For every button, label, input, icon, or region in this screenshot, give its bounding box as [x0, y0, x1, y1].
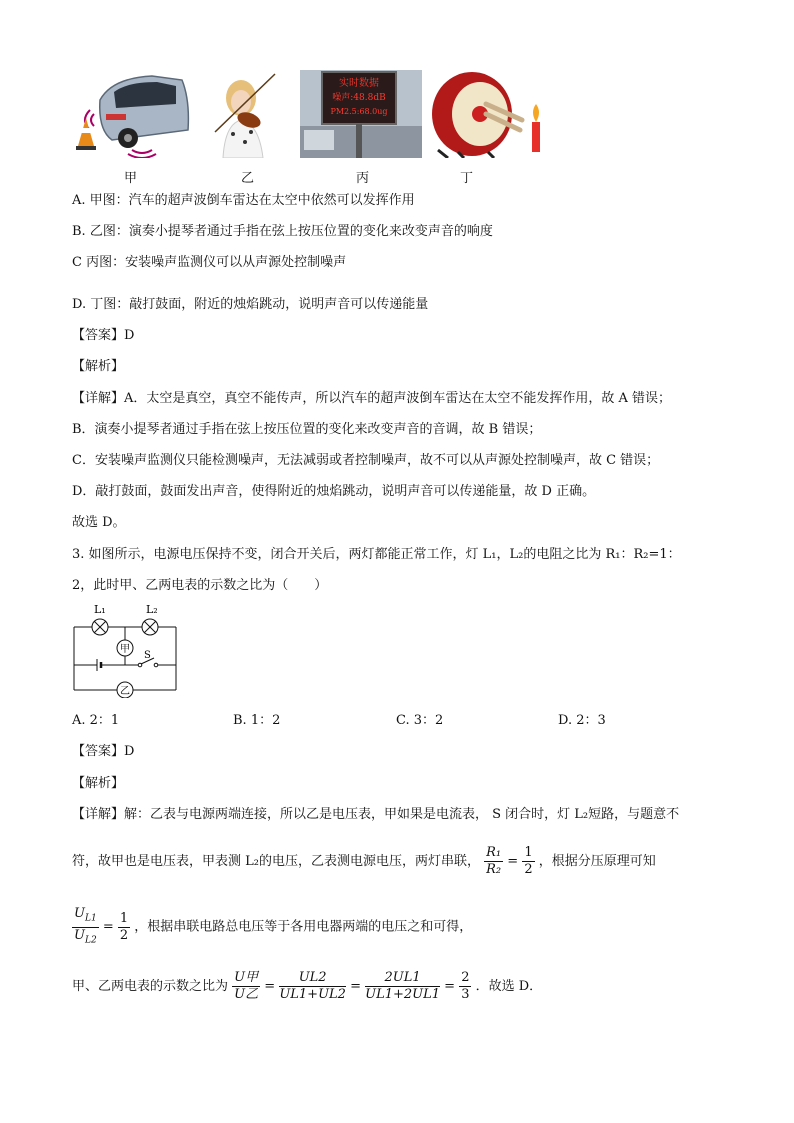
fraction-u-den: U: [74, 927, 85, 943]
fraction-three: 3: [461, 987, 470, 1002]
caption-bing: 丙: [356, 171, 370, 186]
fraction-one-half-2-den: 2: [119, 927, 129, 943]
noise-monitor-image: [300, 70, 422, 158]
fraction-u-num-sub: L1: [84, 913, 97, 924]
fraction-sum-2: UL1+2UL1: [365, 987, 441, 1002]
q3-option-b: B. 1：2: [233, 713, 281, 728]
fraction-ul2-sum: [279, 970, 346, 1003]
label-l2: L₂: [146, 603, 158, 616]
label-l1: L₁: [94, 603, 106, 616]
fraction-sum-1: UL1+UL2: [279, 987, 346, 1002]
q3-detail-line2-text-b: ，根据分压原理可知: [538, 854, 656, 869]
q3-detail-line4: [72, 970, 542, 1003]
q2-detail-a: 【详解】A．太空是真空，真空不能传声，所以汽车的超声波倒车雷达在太空不能发挥作用，故 A 错误；: [72, 391, 672, 406]
fraction-ul2: UL2: [279, 970, 346, 987]
option-c: C 丙图：安装噪声监测仪可以从声源处控制噪声: [72, 255, 347, 270]
q2-detail-c: C．安装噪声监测仪只能检测噪声，无法减弱或者控制噪声，故不可以从声源处控制噪声，故 C 错误；: [72, 453, 660, 468]
fraction-r-den: R₂: [486, 862, 502, 877]
q3-stem-line2: 2，此时甲、乙两电表的示数之比为（ ）: [72, 578, 328, 593]
fraction-two-thirds: [459, 970, 471, 1003]
q3-option-a: A. 2：1: [72, 713, 120, 728]
q2-conclusion: 故选 D。: [72, 515, 126, 530]
fraction-r1-r2: [484, 845, 503, 878]
q3-answer: 【答案】D: [72, 744, 135, 759]
fraction-u-den-sub: L2: [84, 935, 97, 946]
violin-player-image: [205, 70, 283, 158]
car-radar-image: [72, 70, 190, 158]
fraction-uyi: U乙: [234, 987, 259, 1002]
circuit-diagram: [70, 600, 180, 698]
q2-detail-d: D．敲打鼓面，鼓面发出声音，使得附近的烛焰跳动，说明声音可以传递能量，故 D 正确。: [72, 484, 596, 499]
equals-sign: =: [102, 919, 114, 935]
fraction-2ul1-sum: [365, 970, 440, 1003]
label-meter-jia: 甲: [120, 644, 130, 655]
fraction-one-half-2-num: 1: [119, 910, 129, 926]
q3-detail-line2-text-a: 符，故甲也是电压表，甲表测 L₂的电压，乙表测电源电压，两灯串联，: [72, 854, 480, 869]
fraction-r-num: R₁: [486, 845, 502, 860]
fraction-one-half: [522, 845, 534, 878]
fraction-two: 2: [461, 970, 470, 985]
fraction-one-half-num: 1: [524, 845, 533, 860]
screen-pm: PM2.5:68.0ug: [330, 107, 388, 116]
fraction-one-half-den: 2: [524, 862, 533, 877]
q3-option-d: D. 2：3: [558, 713, 606, 728]
screen-title: 实时数据: [339, 78, 379, 89]
q3-option-c: C. 3：2: [396, 713, 444, 728]
q3-stem-line1: 3. 如图所示，电源电压保持不变，闭合开关后，两灯都能正常工作，灯 L₁，L₂的电阻之比为 R₁：R₂=1：: [72, 547, 681, 562]
fraction-ujia-uyi: [232, 970, 260, 1003]
label-switch: S: [144, 650, 151, 661]
option-a: A. 甲图：汽车的超声波倒车雷达在太空中依然可以发挥作用: [72, 193, 415, 208]
caption-jia: 甲: [124, 171, 138, 186]
fraction-ul1-ul2: [72, 906, 99, 948]
equals-sign: =: [264, 979, 276, 994]
fraction-2ul1: 2UL1: [365, 970, 440, 987]
q2-detail-b: B．演奏小提琴者通过手指在弦上按压位置的变化来改变声音的音调，故 B 错误；: [72, 422, 542, 437]
label-meter-yi: 乙: [120, 686, 130, 697]
q3-detail-line3: [72, 906, 472, 948]
q2-analysis: 【解析】: [72, 359, 125, 374]
q3-analysis: 【解析】: [72, 776, 125, 791]
fraction-u-num: U: [74, 906, 85, 921]
option-d: D. 丁图：敲打鼓面，附近的烛焰跳动，说明声音可以传递能量: [72, 297, 429, 312]
q3-detail-line4-text-b: ．故选 D．: [475, 979, 543, 994]
q3-detail-line1: 【详解】解：乙表与电源两端连接，所以乙是电压表，甲如果是电流表， S 闭合时，灯 L₂短路，与题意不: [72, 807, 680, 822]
drum-candle-image: [428, 70, 544, 158]
caption-yi: 乙: [241, 171, 255, 186]
equals-sign: =: [507, 854, 519, 869]
equals-sign: =: [444, 979, 456, 994]
fraction-one-half-2: [118, 911, 130, 944]
screen-noise: 噪声:48.8dB: [332, 93, 386, 103]
fraction-ujia: U甲: [234, 970, 259, 985]
q3-detail-line4-text-a: 甲、乙两电表的示数之比为: [72, 979, 229, 994]
caption-ding: 丁: [460, 171, 474, 186]
equals-sign: =: [350, 979, 361, 994]
q3-detail-line2: [72, 845, 656, 878]
option-b: B. 乙图：演奏小提琴者通过手指在弦上按压位置的变化来改变声音的响度: [72, 224, 493, 239]
q3-detail-line3-text: ，根据串联电路总电压等于各用电器两端的电压之和可得，: [134, 919, 473, 935]
q2-answer: 【答案】D: [72, 328, 135, 343]
